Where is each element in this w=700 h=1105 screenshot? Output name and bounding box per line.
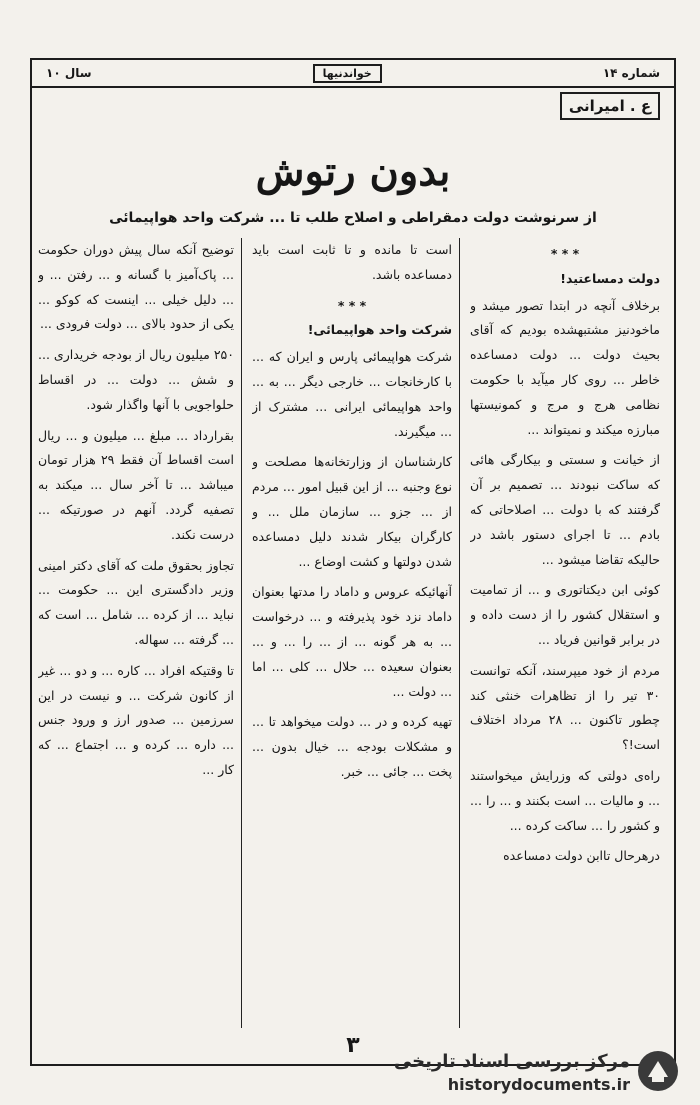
column-divider	[459, 238, 460, 1028]
paragraph: کوئی ابن دیکتاتوری و ... از تمامیت و استقلال کشور را از دست داده و در برابر قوانین فریاد ...	[470, 582, 660, 647]
paragraph: مردم از خود میپرسند، آنکه توانست ۳۰ تیر را از تظاهرات خنثی کند چطور تاکنون ... ۲۸ مرداد اختلاف است!؟	[470, 662, 660, 753]
archive-logo-icon	[636, 1049, 680, 1093]
paragraph: توضیح آنکه سال پیش دوران حکومت ... پاک‌آمیز با گسانه و ... رفتن ... و ... دلیل خیلی ... اینست که کوکو ... یکی از حدود بالای ... دولت فرودی ...	[38, 242, 234, 332]
section-tag: خواندنیها	[313, 64, 382, 83]
section-heading: شرکت واحد هواپیمائی!	[307, 322, 452, 338]
column-left	[38, 238, 234, 1028]
paragraph: تهیه کرده و در ... دولت میخواهد تا ... و مشکلات بودجه ... خیال بدون ... پخت ... جائی ... خبر.	[252, 714, 452, 779]
watermark-url: historydocuments.ir	[447, 1075, 630, 1094]
paragraph: راه‌ی دولتی که وزرایش میخواستند ... و مالیات ... است بکنند و ... را ... و کشور را ... ساکت کرده ...	[470, 767, 660, 833]
paragraph: است تا مانده و تا ثابت است باید دمساعده باشد.	[252, 242, 452, 282]
page-number: ۳	[346, 1033, 360, 1058]
paragraph: درهرحال تاابن دولت دمساعده	[503, 848, 660, 864]
paragraph: آنهائیکه عروس و داماد را مدتها بعنوان داماد نزد خود پذیرفته و ... درخواست ... به هر گونه ... از ... را ... و ... بعنوان سعیده ... حلال ... کلی ... اما ... دولت ...	[252, 584, 452, 699]
section-separator: * * *	[337, 297, 367, 313]
watermark	[360, 1049, 680, 1099]
article-subtitle: از سرنوشت دولت دمقراطی و اصلاح طلب تا ... شرکت واحد هواپیمائی	[109, 210, 597, 226]
paragraph: تجاوز بحقوق ملت که آقای دکتر امینی وزیر دادگستری این ... حکومت ... نباید ... از کرده ... شامل ... است که ... گرفته ... سهاله.	[38, 557, 234, 647]
paragraph: برخلاف آنچه در ابتدا تصور میشد و ماخودنیز مشتبهشده بودیم که آقای بحیث دولت ... دولت دمساعده خاطر ... روی کار میآید با حکومت نظامی هرج و مرج و کمونیستها مبارزه میکند و نمیتواند ...	[470, 297, 660, 437]
column-divider	[241, 238, 242, 1028]
column-right	[470, 238, 660, 1028]
paragraph: تا وقتیکه افراد ... کاره ... و دو ... غیر از کانون شرکت ... و نیست در این سرزمین ... صدور ارز و ورود جنس ... داره ... کرده و ... اجتماع ... که کار ...	[38, 662, 234, 777]
paragraph: بقرارداد ... مبلغ ... میلیون و ... ریال است اقساط آن فقط ۲۹ هزار تومان میباشد ... تا آخر سال ... میکند به تصفیه گردد. آنهم در صورتیکه ... درست نکند.	[38, 427, 234, 542]
issue-number: شماره ۱۴	[602, 66, 660, 80]
section-separator: * * *	[550, 246, 580, 261]
paragraph: از خیانت و سستی و بیکارگی هائی که ساکت نبودند ... تصمیم بر آن گرفتند که با دولت ... اصلاحاتی که بادم ... تا اجرای دستور باشد در حالیکه تقاضا میشود ...	[470, 452, 660, 567]
publication-year: سال ۱۰	[46, 66, 92, 80]
newspaper-page	[30, 58, 676, 1066]
watermark-title: مرکز بررسی اسناد تاریخی	[393, 1051, 630, 1072]
paragraph: شرکت هواپیمائی پارس و ایران که ... با کارخانجات ... خارجی دیگر ... به ... واحد هواپیمائی ایرانی ... مشترک از ... میگیرند.	[252, 349, 452, 439]
page-header	[32, 60, 674, 88]
section-heading: دولت دمساعتید!	[560, 270, 660, 286]
column-middle	[252, 238, 452, 1028]
author-name: ع . امیرانی	[560, 92, 660, 120]
paragraph: ۲۵۰ میلیون ریال از بودجه خریداری ... و شش ... دولت ... در اقساط حلواجویی با آنها واگذار شود.	[38, 347, 234, 412]
paragraph: کارشناسان از وزارتخانه‌ها مصلحت و نوع وجنبه ... از این قبیل امور ... مردم از ... جزو ... سازمان ملل ... و کارگران بیکار شدند دلیل دمساعده شدن دولتها و کشت اوضاع ...	[252, 454, 452, 569]
article-title: بدون رتوش	[255, 148, 451, 195]
